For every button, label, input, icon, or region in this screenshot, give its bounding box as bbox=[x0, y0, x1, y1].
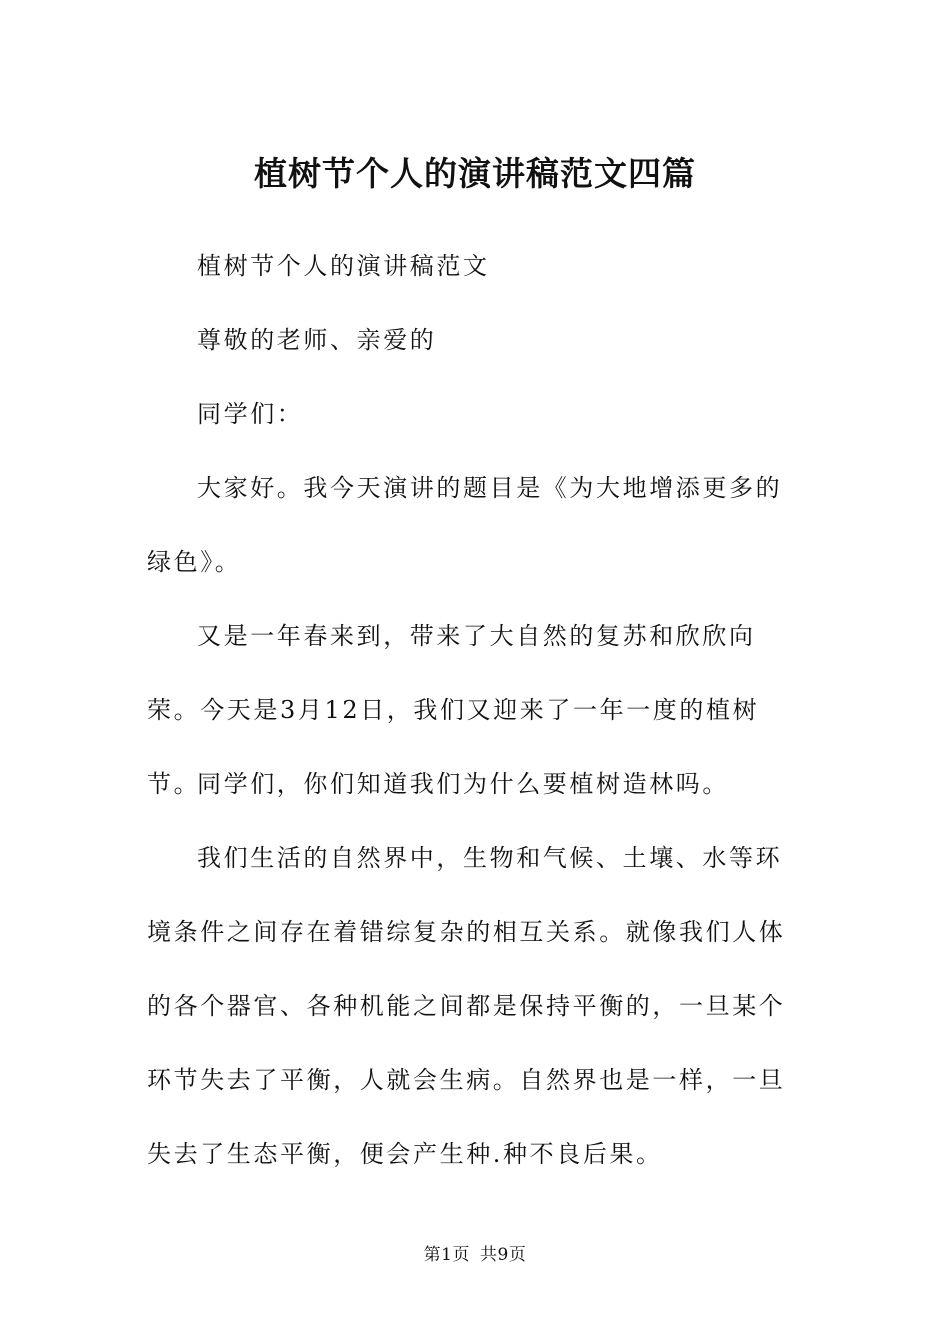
paragraph-subtitle: 植树节个人的演讲稿范文 bbox=[197, 252, 490, 280]
paragraph-spring: 又是一年春来到，带来了大自然的复苏和欣欣向荣。今天是3月12日，我们又迎来了一年一度的植树节。 bbox=[147, 622, 760, 798]
paragraph-salutation-cont: 同学们： bbox=[197, 400, 304, 428]
page-footer bbox=[0, 1243, 950, 1267]
document-title: 植树节个人的演讲稿范文四篇 bbox=[254, 154, 696, 194]
paragraph-question: 同学们，你们知道我们为什么要植树造林吗。 bbox=[197, 770, 729, 798]
paragraph-greeting: 大家好。我今天演讲的题目是《为大地增添更多的绿色》。 bbox=[147, 474, 783, 576]
page-total: 共9页 bbox=[480, 1245, 527, 1265]
paragraph-salutation: 尊敬的老师、亲爱的 bbox=[197, 326, 437, 354]
paragraph-ecology: 我们生活的自然界中，生物和气候、土壤、水等环境条件之间存在着错综复杂的相互关系。就像我们人体的各个器官、各种机能之间都是保持平衡的，一旦某个环节失去了平衡，人就会生病。自然界也是一样，一旦失去了生态平衡，便会产生种.种不良后果。 bbox=[147, 844, 786, 1168]
page-number: 第1页 bbox=[423, 1245, 470, 1265]
